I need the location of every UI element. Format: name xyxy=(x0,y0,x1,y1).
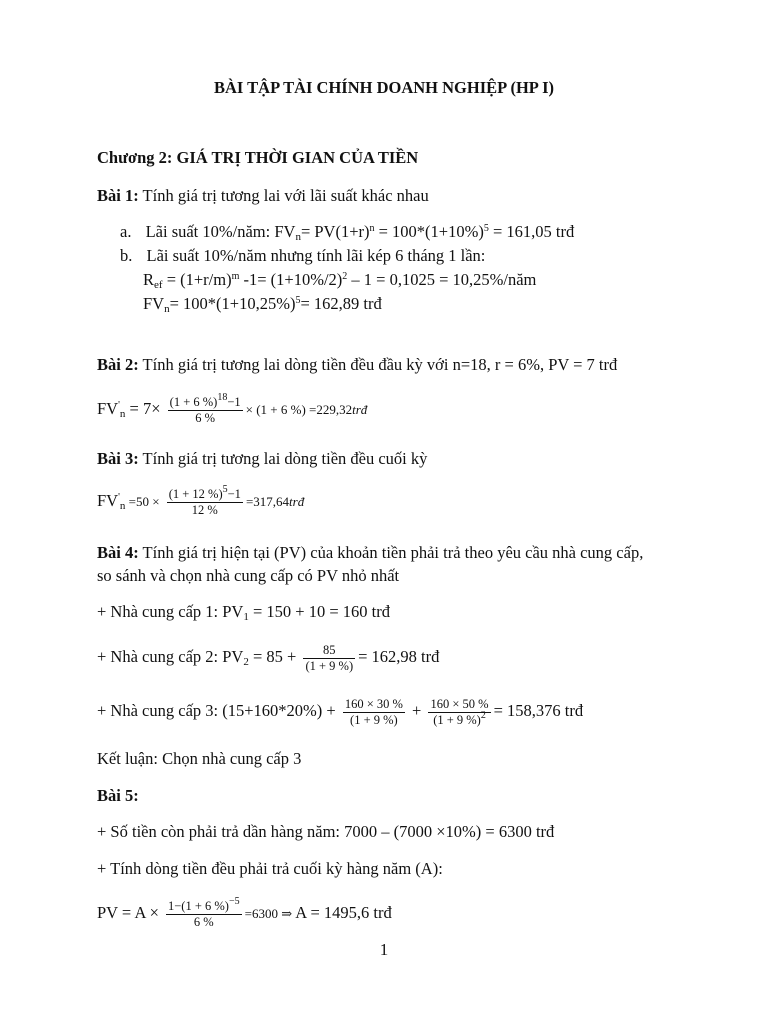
den-part: (1 + 9 %) xyxy=(433,712,481,727)
fv-sup: 5 xyxy=(295,295,301,306)
supplier-sub: 2 xyxy=(243,656,249,668)
formula-lhs: FV xyxy=(97,491,119,510)
supplier-part: = 85 + xyxy=(248,647,297,666)
supplier-sub: 1 xyxy=(243,611,249,623)
num-part: (1 + 6 %) xyxy=(169,394,218,409)
item-a-text xyxy=(146,222,575,241)
fraction-numerator xyxy=(168,391,243,411)
den-sup: 2 xyxy=(480,709,486,721)
formula-tail: =317,64 xyxy=(245,494,290,509)
ref-part: R xyxy=(143,270,155,289)
supplier-part: = 150 + 10 = 160 trđ xyxy=(248,602,390,621)
fv-sub: n xyxy=(164,303,170,315)
formula-eq: = 7× xyxy=(125,399,161,418)
formula-mid: =6300 ⇒ xyxy=(244,906,293,921)
ref-sub: ef xyxy=(154,279,163,291)
chapter-heading: Chương 2: GIÁ TRỊ THỜI GIAN CỦA TIỀN xyxy=(97,148,419,167)
fraction-numerator: 85 xyxy=(303,643,355,659)
formula-sup: ' xyxy=(118,492,120,503)
exercise-5-line2: + Tính dòng tiền đều phải trả cuối kỳ hàng năm (A): xyxy=(97,859,443,878)
exercise-5-line1: + Số tiền còn phải trả dần hàng năm: 7000 – (7000 ×10%) = 6300 trđ xyxy=(97,822,555,841)
fraction-denominator xyxy=(428,709,490,728)
exercise-3-formula xyxy=(97,482,304,521)
exercise-1-text: Tính giá trị tương lai với lãi suất khác nhau xyxy=(138,186,429,205)
exercise-2-formula xyxy=(97,390,367,429)
num-sup: 18 xyxy=(217,391,228,403)
page-number: 1 xyxy=(379,940,389,959)
item-a-part: = 100*(1+10%) xyxy=(374,222,484,241)
conclusion: Kết luận: Chọn nhà cung cấp 3 xyxy=(97,749,302,768)
fraction-numerator: 160 × 50 % xyxy=(430,696,489,711)
fraction xyxy=(166,895,242,930)
item-a-sub: n xyxy=(295,231,301,243)
item-b-marker: b. xyxy=(120,246,133,265)
fraction-numerator xyxy=(167,483,243,503)
fraction-numerator xyxy=(166,895,242,915)
exercise-1-heading xyxy=(97,186,429,206)
exercise-1-item-b xyxy=(120,246,485,266)
num-part: (1 + 12 %) xyxy=(168,486,223,501)
formula-eq: =50 × xyxy=(125,494,160,509)
formula-sub: n xyxy=(119,408,126,420)
effective-rate-line xyxy=(143,270,536,290)
fv-part: = 100*(1+10,25%) xyxy=(169,294,296,313)
item-a-sup: 5 xyxy=(483,223,489,234)
ref-part: = (1+r/m) xyxy=(162,270,232,289)
fraction xyxy=(343,697,405,728)
item-a-sup: n xyxy=(369,223,375,234)
formula-unit: trđ xyxy=(289,494,305,509)
fraction xyxy=(168,391,243,426)
ref-part: – 1 = 0,1025 = 10,25%/năm xyxy=(347,270,537,289)
exercise-2-text: Tính giá trị tương lai dòng tiền đều đầu kỳ với n=18, r = 6%, PV = 7 trđ xyxy=(138,355,618,374)
exercise-4-text-line2: so sánh và chọn nhà cung cấp có PV nhỏ nhất xyxy=(97,566,400,585)
exercise-4-heading xyxy=(97,543,643,563)
num-part: −1 xyxy=(227,486,241,501)
fv-part: FV xyxy=(143,294,165,313)
supplier-part: + Nhà cung cấp 2: PV xyxy=(97,647,244,666)
fv-part: = 162,89 trđ xyxy=(300,294,382,313)
exercise-2-heading xyxy=(97,355,617,375)
formula-lhs: FV xyxy=(97,399,119,418)
fraction-numerator: 160 × 30 % xyxy=(344,696,403,711)
fraction-denominator: (1 + 9 %) xyxy=(350,712,398,727)
num-part: −1 xyxy=(227,394,241,409)
exercise-3-heading xyxy=(97,449,427,469)
item-a-part: Lãi suất 10%/năm: FV xyxy=(145,222,296,241)
fraction-denominator: 12 % xyxy=(191,502,218,517)
item-b-text: Lãi suất 10%/năm nhưng tính lãi kép 6 tháng 1 lần: xyxy=(146,246,486,265)
supplier-part: + Nhà cung cấp 1: PV xyxy=(97,602,244,621)
fraction-denominator: (1 + 9 %) xyxy=(305,658,354,673)
supplier-part: + Nhà cung cấp 3: (15+160*20%) + xyxy=(97,701,336,720)
exercise-5-formula xyxy=(97,894,392,933)
fraction xyxy=(303,643,355,674)
fraction-denominator: 6 % xyxy=(195,410,216,425)
formula-lhs: PV = A × xyxy=(97,903,159,922)
supplier-part: = 158,376 trđ xyxy=(493,701,584,720)
fraction-denominator: 6 % xyxy=(193,914,214,929)
exercise-4-label: Bài 4: xyxy=(97,543,139,562)
ref-sup: 2 xyxy=(342,271,348,282)
document-title: BÀI TẬP TÀI CHÍNH DOANH NGHIỆP (HP I) xyxy=(214,78,554,97)
item-a-part: = 161,05 trđ xyxy=(488,222,575,241)
fraction xyxy=(167,483,243,518)
formula-sup: ' xyxy=(118,400,120,411)
formula-result: A = 1495,6 trđ xyxy=(292,903,392,922)
supplier-part: = 162,98 trđ xyxy=(358,647,440,666)
formula-tail: × (1 + 6 %) =229,32 xyxy=(245,402,353,417)
fv-line xyxy=(143,294,382,314)
supplier-2-line xyxy=(97,638,439,676)
exercise-5-label: Bài 5: xyxy=(97,786,139,805)
formula-unit: trđ xyxy=(352,402,368,417)
supplier-3-line xyxy=(97,692,583,730)
ref-sup: m xyxy=(231,271,240,282)
plus-sign: + xyxy=(412,701,422,720)
num-sup: −5 xyxy=(228,895,240,907)
supplier-1-line xyxy=(97,602,390,622)
exercise-1-item-a xyxy=(120,222,574,242)
num-part: 1−(1 + 6 %) xyxy=(168,898,229,913)
exercise-4-text: Tính giá trị hiện tại (PV) của khoản tiền phải trả theo yêu cầu nhà cung cấp, xyxy=(138,543,644,562)
ref-part: -1= (1+10%/2) xyxy=(239,270,343,289)
item-a-part: = PV(1+r) xyxy=(300,222,370,241)
exercise-1-label: Bài 1: xyxy=(97,186,139,205)
fraction xyxy=(428,697,490,728)
exercise-3-label: Bài 3: xyxy=(97,449,139,468)
exercise-2-label: Bài 2: xyxy=(97,355,139,374)
num-sup: 5 xyxy=(222,483,228,495)
formula-sub: n xyxy=(119,500,126,512)
exercise-3-text: Tính giá trị tương lai dòng tiền đều cuối kỳ xyxy=(138,449,428,468)
item-a-marker: a. xyxy=(120,222,132,241)
